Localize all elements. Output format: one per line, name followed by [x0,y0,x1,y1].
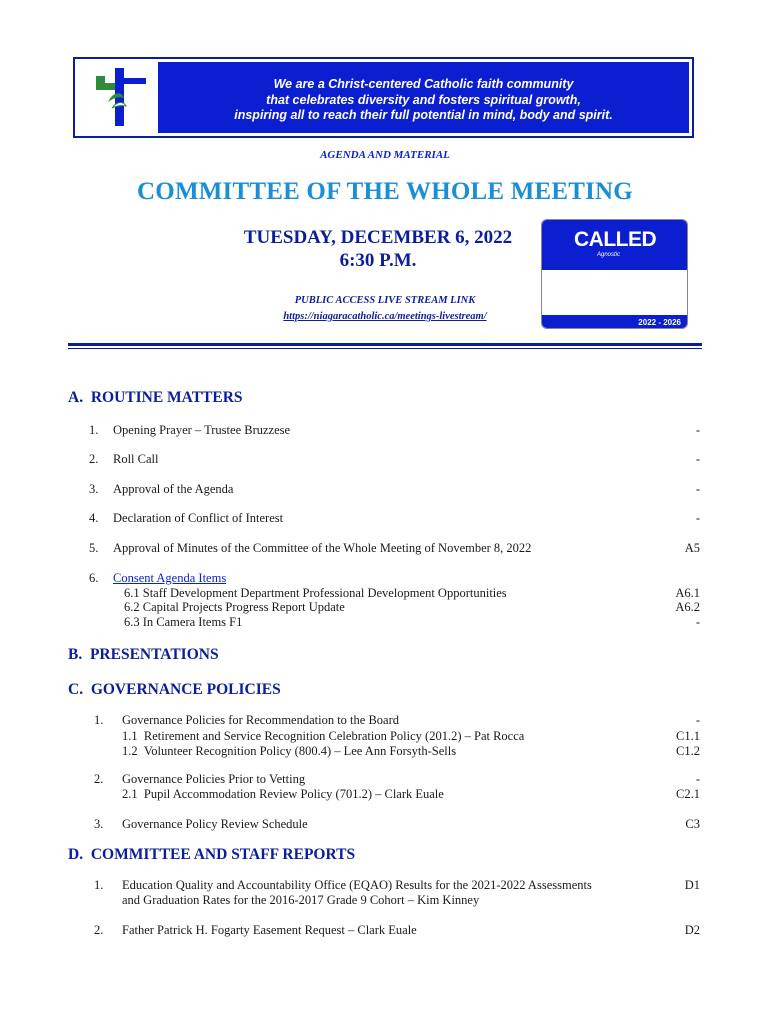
item-number: 1. [94,878,104,892]
agenda-item: Approval of Minutes of the Committee of the Whole Meeting of November 8, 2022 [113,541,532,555]
item-ref: - [695,423,700,437]
item-number: 5. [89,541,99,555]
divider [68,348,702,349]
agenda-label: AGENDA AND MATERIAL [320,149,450,161]
agenda-item: Approval of the Agenda [113,482,234,496]
agenda-item-continued: and Graduation Rates for the 2016-2017 Grade 9 Cohort – Kim Kinney [122,893,480,907]
cross-logo-icon [78,62,158,133]
agenda-item: Governance Policy Review Schedule [122,817,308,831]
called-years: 2022 - 2026 [638,318,681,327]
item-ref: D1 [684,878,700,892]
item-number: 3. [89,482,99,496]
item-ref: C1.1 [676,729,700,743]
stream-label: PUBLIC ACCESS LIVE STREAM LINK [294,295,476,306]
item-number: 3. [94,817,104,831]
sub-item: 6.3 In Camera Items F1 [124,615,243,629]
item-number: 2. [94,923,104,937]
agenda-item: Education Quality and Accountability Office (EQAO) Results for the 2021-2022 Assessments [122,878,592,892]
item-ref: A6.1 [675,586,700,600]
item-number: 1. [94,713,104,727]
section-heading-presentations: B. PRESENTATIONS [68,646,219,663]
item-ref: C2.1 [676,787,700,801]
section-heading-governance: C. GOVERNANCE POLICIES [68,681,281,698]
called-logo [541,219,688,329]
sub-item: 1.2 Volunteer Recognition Policy (800.4) – Lee Ann Forsyth-Sells [122,744,457,758]
mission-line: inspiring all to reach their full potential in mind, body and spirit. [234,108,613,122]
date-text: TUESDAY, DECEMBER 6, 2022 [243,227,513,248]
item-number: 4. [89,511,99,525]
consent-agenda-link[interactable]: Consent Agenda Items [113,571,227,585]
agenda-item: Governance Policies Prior to Vetting [122,772,306,786]
item-ref: - [695,713,700,727]
agenda-item: Governance Policies for Recommendation to the Board [122,713,400,727]
mission-statement [158,77,689,124]
item-ref: A6.2 [675,600,700,614]
item-number: 2. [89,452,99,466]
sub-item: 2.1 Pupil Accommodation Review Policy (701.2) – Clark Euale [122,787,444,801]
called-word: CALLED [574,228,657,251]
agenda-item: Declaration of Conflict of Interest [113,511,284,525]
item-ref: - [695,452,700,466]
agenda-item: Father Patrick H. Fogarty Easement Request – Clark Euale [122,923,417,937]
livestream-link[interactable]: https://niagaracatholic.ca/meetings-livestream/ [283,311,487,322]
item-ref: - [695,511,700,525]
agenda-item: Opening Prayer – Trustee Bruzzese [113,423,291,437]
mission-line: that celebrates diversity and fosters spiritual growth, [266,92,581,107]
item-ref: - [695,482,700,496]
item-ref: D2 [684,923,700,937]
item-number: 2. [94,772,104,786]
meeting-date [228,226,528,272]
logo [78,62,158,133]
item-ref: - [695,615,700,629]
agenda-item: Roll Call [113,452,159,466]
item-ref: C3 [685,817,700,831]
item-ref: C1.2 [676,744,700,758]
item-number: 6. [89,571,99,585]
mission-line: We are a Christ-centered Catholic faith community [273,77,574,91]
item-ref: A5 [684,541,700,555]
sub-item: 1.1 Retirement and Service Recognition Celebration Policy (201.2) – Pat Rocca [122,729,525,743]
sub-item: 6.1 Staff Development Department Professional Development Opportunities [124,586,507,600]
sub-item: 6.2 Capital Projects Progress Report Update [124,600,345,614]
called-sub: Agnostic [597,252,621,258]
time-text: 6:30 P.M. [339,250,417,271]
item-number: 1. [89,423,99,437]
page-title: COMMITTEE OF THE WHOLE MEETING [137,178,633,205]
header-banner [73,57,694,138]
divider [68,343,702,346]
section-heading-reports: D. COMMITTEE AND STAFF REPORTS [68,846,356,863]
item-ref: - [695,772,700,786]
mission-panel [158,62,689,133]
section-heading-routine: A. ROUTINE MATTERS [68,389,243,406]
